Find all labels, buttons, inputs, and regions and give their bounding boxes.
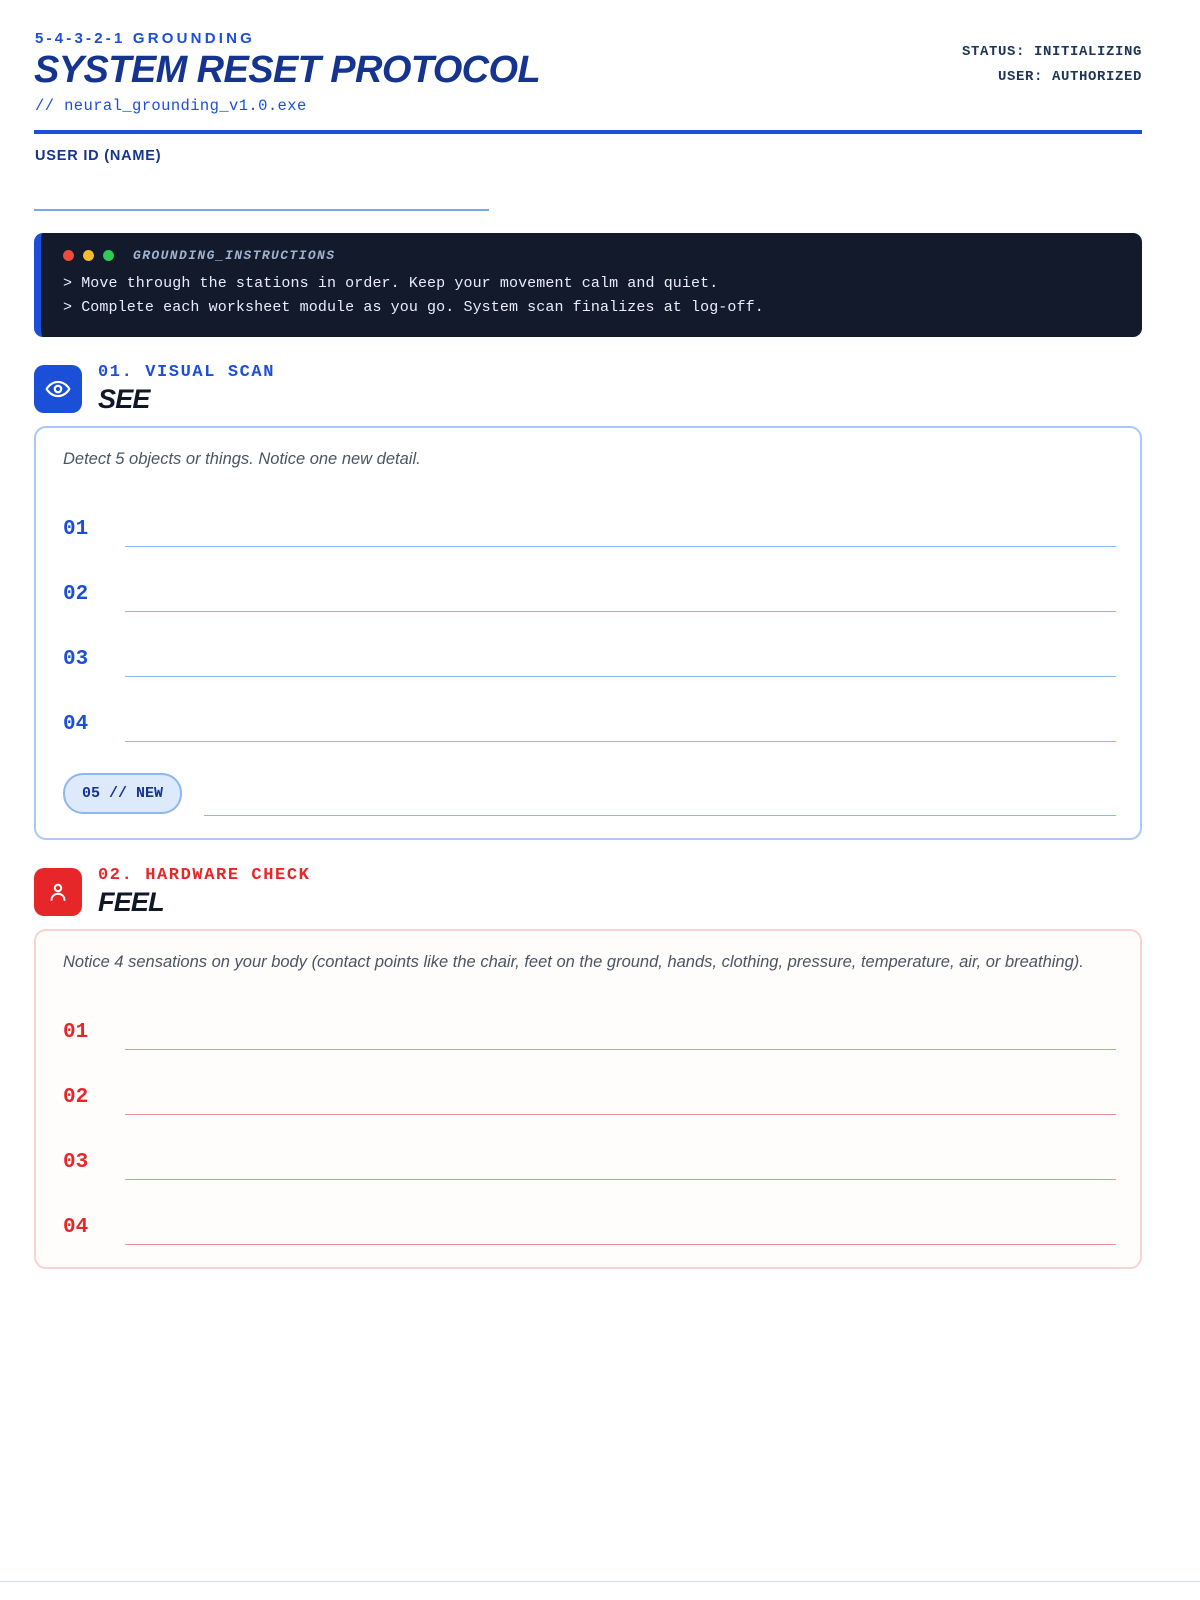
row-number: 02 (63, 583, 89, 607)
answer-input[interactable] (125, 1079, 1116, 1115)
answer-row (63, 1180, 1116, 1245)
answer-input[interactable] (125, 1014, 1116, 1050)
page-title: SYSTEM RESET PROTOCOL (34, 49, 541, 91)
row-number: 04 (63, 1216, 89, 1240)
window-maximize-icon[interactable] (103, 250, 114, 261)
status-badge: STATUS: INITIALIZING (961, 44, 1142, 60)
answer-row (63, 612, 1116, 677)
header-kicker: 5-4-3-2-1 GROUNDING (35, 30, 255, 47)
hardware-check-card (34, 929, 1142, 1269)
page-header (34, 30, 1142, 115)
section-kicker: 02. HARDWARE CHECK (98, 866, 311, 886)
answer-rows (63, 482, 1116, 816)
header-divider (34, 130, 1142, 134)
section-description: Notice 4 sensations on your body (contact points like the chair, feet on the ground, hands, clothing, pressure, temperature, air, or breathing). (63, 953, 1084, 972)
row-number: 02 (63, 1086, 89, 1110)
section-hardware-check (34, 866, 1142, 1269)
answer-row (63, 1050, 1116, 1115)
answer-row-highlight (63, 742, 1116, 816)
person-icon (34, 868, 82, 916)
page-footer-divider (0, 1581, 1200, 1582)
instructions-terminal (34, 233, 1142, 338)
section-word: FEEL (98, 887, 164, 918)
section-titles (98, 363, 275, 415)
answer-row (63, 1115, 1116, 1180)
visual-scan-card (34, 426, 1142, 840)
new-detail-badge: 05 // NEW (63, 773, 182, 814)
answer-input-new-detail[interactable] (204, 780, 1116, 816)
answer-input[interactable] (125, 1209, 1116, 1245)
window-close-icon[interactable] (63, 250, 74, 261)
answer-input[interactable] (125, 511, 1116, 547)
row-number: 01 (63, 518, 89, 542)
page-subtitle: // neural_grounding_v1.0.exe (35, 96, 307, 115)
section-kicker: 01. VISUAL SCAN (98, 363, 276, 383)
section-description: Detect 5 objects or things. Notice one new detail. (63, 450, 421, 469)
row-number: 04 (63, 713, 89, 737)
header-titles (34, 30, 540, 115)
answer-rows (63, 985, 1116, 1245)
row-number: 03 (63, 1151, 89, 1175)
terminal-line: > Complete each worksheet module as you go. System scan finalizes at log-off. (63, 299, 764, 317)
eye-icon (34, 365, 82, 413)
terminal-title-bar (63, 248, 1122, 263)
answer-row (63, 482, 1116, 547)
answer-input[interactable] (125, 706, 1116, 742)
terminal-title: GROUNDING_INSTRUCTIONS (133, 247, 336, 263)
section-header (34, 866, 1142, 918)
section-header (34, 363, 1142, 415)
window-minimize-icon[interactable] (83, 250, 94, 261)
answer-row (63, 985, 1116, 1050)
section-visual-scan (34, 363, 1142, 840)
row-number: 01 (63, 1021, 89, 1045)
answer-row (63, 547, 1116, 612)
section-word: SEE (98, 384, 150, 415)
status-block (962, 30, 1142, 89)
row-number: 03 (63, 648, 89, 672)
terminal-line: > Move through the stations in order. Keep your movement calm and quiet. (63, 274, 719, 292)
user-id-input[interactable] (34, 171, 489, 211)
user-badge: USER: AUTHORIZED (997, 68, 1142, 85)
answer-input[interactable] (125, 576, 1116, 612)
answer-input[interactable] (125, 641, 1116, 677)
section-titles (98, 866, 310, 918)
user-id-label: USER ID (NAME) (35, 147, 162, 164)
answer-input[interactable] (125, 1144, 1116, 1180)
answer-row (63, 677, 1116, 742)
